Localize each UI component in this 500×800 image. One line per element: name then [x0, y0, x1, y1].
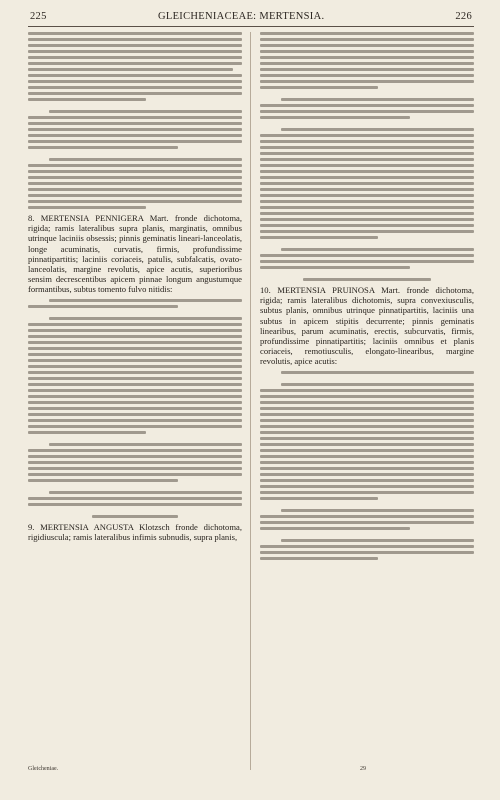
text-block-continued-description: [28, 32, 242, 101]
right-page-number: 226: [455, 11, 472, 22]
text-block-habitat-8: [28, 491, 242, 506]
text-block-description-8: [28, 317, 242, 434]
text-block-habitat-10: [260, 539, 474, 560]
signature-mark: Gleicheniae.: [28, 766, 59, 772]
text-block-remarks-9: [260, 248, 474, 269]
page-mark: 29: [360, 766, 366, 772]
text-block-description-10: [260, 383, 474, 500]
document-page: [28, 10, 474, 780]
species-9-heading: 9. MERTENSIA ANGUSTA Klotzsch fronde dichotoma, rigidiuscula; ramis lateralibus infimis subnudis, supra planis,: [28, 521, 242, 542]
text-block-description-9: [260, 128, 474, 239]
left-page-number: 225: [30, 11, 47, 22]
text-block-continued-9: [260, 32, 474, 89]
text-block-remarks-10: [260, 509, 474, 530]
text-block-citation-10: [260, 371, 474, 374]
text-block-habitat: [28, 158, 242, 209]
species-10-heading: 10. MERTENSIA PRUINOSA Mart. fronde dichotoma, rigida; ramis lateralibus dichotomis, supra convexiusculis, subtus planis, omnibus utrinque pinnatipartitis, laciniis una subtus in apicem stipitis decurrente; pinnis geminatis linearibus, parum acuminatis, erectis, subcurvatis, firmis, profundissime pinnatipartitis; laciniis omnibus et planis coriaceis, remotiusculis, elongato-linearibus, margine revolutis, apice acutis:: [260, 285, 474, 367]
text-block-species-notes: [28, 110, 242, 149]
left-column: [28, 32, 242, 772]
running-header: [28, 10, 474, 27]
running-title: GLEICHENIACEAE: MERTENSIA.: [158, 11, 325, 22]
right-column: [260, 32, 474, 772]
text-columns: [28, 32, 474, 772]
text-block-citation-8: [28, 299, 242, 308]
text-block-citation-9: [260, 98, 474, 119]
text-block-tab-ref: [28, 515, 242, 518]
text-block-habitat-9: [260, 278, 474, 281]
text-block-remarks-8: [28, 443, 242, 482]
species-8-heading: 8. MERTENSIA PENNIGERA Mart. fronde dichotoma, rigida; ramis lateralibus supra planis, marginatis, omnibus utrinque laciniis obsessis; pinnis geminatis lineari-lanceolatis, longe acuminatis, curvatis, firmis, profundissime pinnatipartitis; laciniis coriaceis, patulis, subfalcatis, ovato-lanceolatis, margine revolutis, apice acutis, superioribus sensim decrescentibus apicem pinnae longum angustumque formantibus, subtus tomento fulvo nitidis:: [28, 213, 242, 295]
